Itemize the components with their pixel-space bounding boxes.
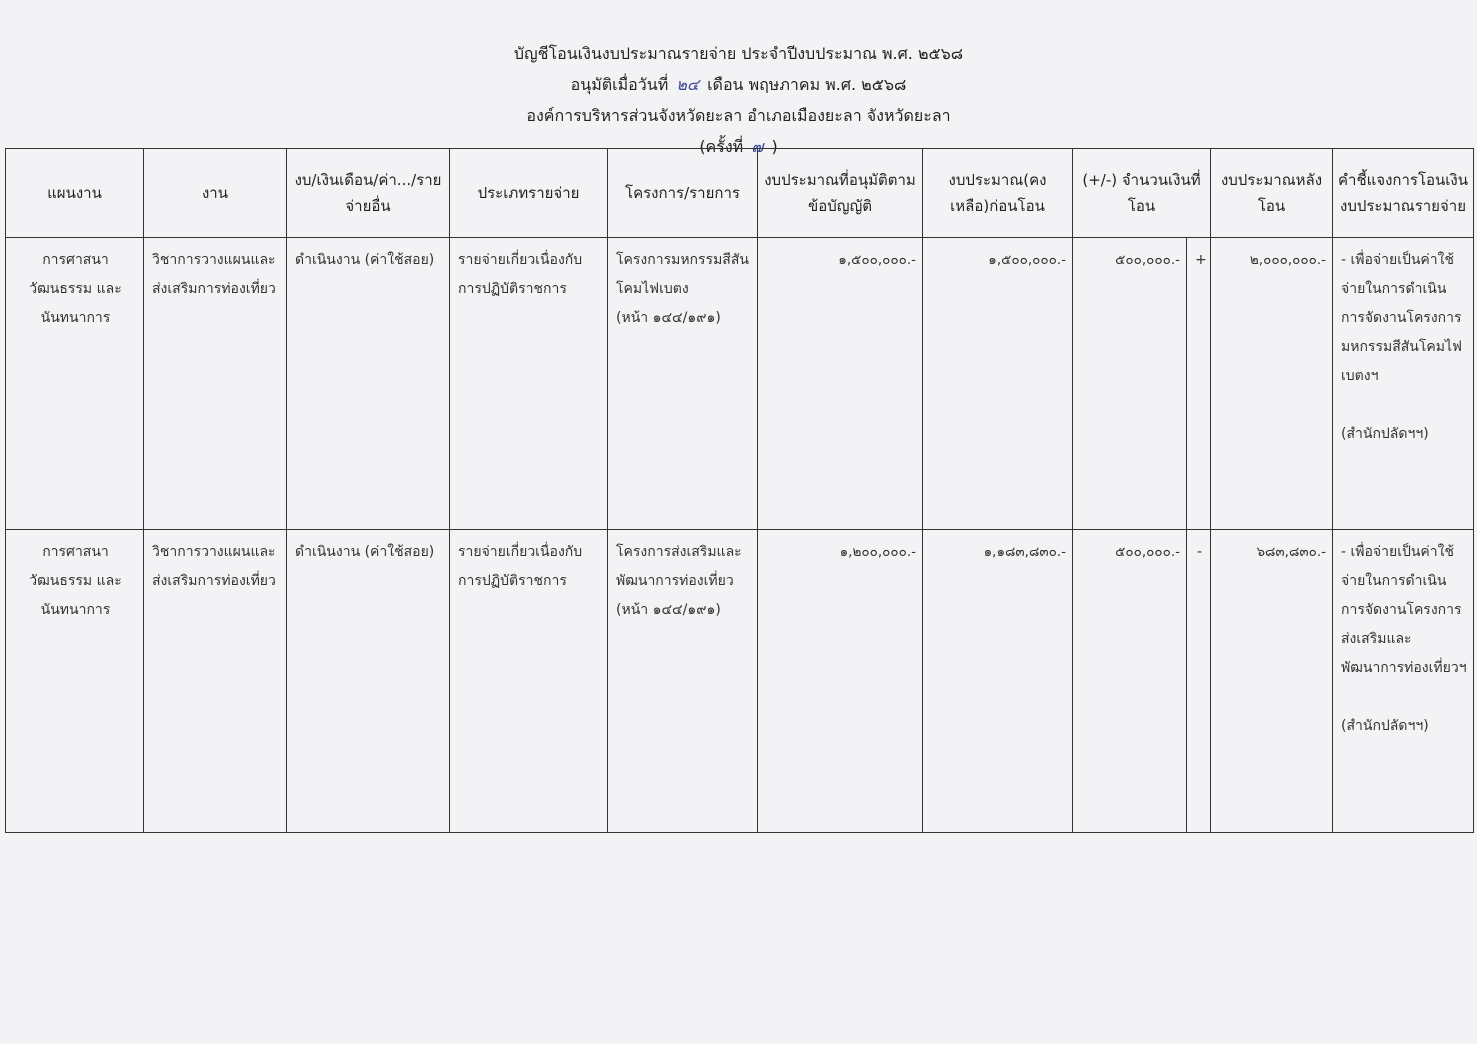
- col-transfer: (+/-) จำนวนเงินที่โอน: [1073, 149, 1211, 238]
- approval-date-prefix: อนุมัติเมื่อวันที่: [570, 75, 669, 94]
- cell-after: ๖๘๓,๘๓๐.-: [1211, 530, 1333, 833]
- cell-sign: +: [1187, 238, 1211, 530]
- handwritten-round-number: ๗: [751, 137, 764, 156]
- transfer-round-prefix: (ครั้งที่: [699, 137, 744, 156]
- cell-work: วิชาการวางแผนและส่งเสริมการท่องเที่ยว: [144, 530, 287, 833]
- document-header: [0, 38, 1477, 162]
- col-budget-type: งบ/เงินเดือน/ค่า.../รายจ่ายอื่น: [287, 149, 450, 238]
- approval-date-line: [0, 69, 1477, 100]
- cell-transfer: ๕๐๐,๐๐๐.-: [1073, 238, 1187, 530]
- cell-approved: ๑,๕๐๐,๐๐๐.-: [758, 238, 923, 530]
- explanation-text: - เพื่อจ่ายเป็นค่าใช้จ่ายในการดำเนินการจัดงานโครงการมหกรรมสีสันโคมไฟเบตงฯ: [1341, 252, 1462, 384]
- col-work: งาน: [144, 149, 287, 238]
- cell-expense-type: รายจ่ายเกี่ยวเนื่องกับการปฏิบัติราชการ: [450, 238, 608, 530]
- cell-remaining: ๑,๕๐๐,๐๐๐.-: [923, 238, 1073, 530]
- table-row: [6, 530, 1474, 833]
- cell-after: ๒,๐๐๐,๐๐๐.-: [1211, 238, 1333, 530]
- col-explanation: คำชี้แจงการโอนเงินงบประมาณรายจ่าย: [1333, 149, 1474, 238]
- project-page: (หน้า ๑๔๔/๑๙๑): [616, 310, 721, 326]
- organization-name: องค์การบริหารส่วนจังหวัดยะลา อำเภอเมืองยะลา จังหวัดยะลา: [526, 106, 951, 125]
- responsible-office: (สำนักปลัดฯฯ): [1341, 718, 1429, 734]
- project-name: โครงการมหกรรมสีสันโคมไฟเบตง: [616, 252, 749, 297]
- cell-remaining: ๑,๑๘๓,๘๓๐.-: [923, 530, 1073, 833]
- col-expense-type: ประเภทรายจ่าย: [450, 149, 608, 238]
- cell-project: [608, 530, 758, 833]
- project-name: โครงการส่งเสริมและพัฒนาการท่องเที่ยว: [616, 544, 742, 589]
- col-plan: แผนงาน: [6, 149, 144, 238]
- transfer-round-suffix: ): [771, 137, 778, 156]
- col-after: งบประมาณหลังโอน: [1211, 149, 1333, 238]
- budget-transfer-table: [5, 148, 1474, 833]
- col-project: โครงการ/รายการ: [608, 149, 758, 238]
- cell-expense-type: รายจ่ายเกี่ยวเนื่องกับการปฏิบัติราชการ: [450, 530, 608, 833]
- table-header-row: [6, 149, 1474, 238]
- cell-project: [608, 238, 758, 530]
- handwritten-day: ๒๔: [676, 75, 699, 94]
- explanation-text: - เพื่อจ่ายเป็นค่าใช้จ่ายในการดำเนินการจัดงานโครงการส่งเสริมและพัฒนาการท่องเที่ยวฯ: [1341, 544, 1467, 676]
- cell-sign: -: [1187, 530, 1211, 833]
- cell-explanation: [1333, 238, 1474, 530]
- project-page: (หน้า ๑๔๔/๑๙๑): [616, 602, 721, 618]
- cell-explanation: [1333, 530, 1474, 833]
- responsible-office: (สำนักปลัดฯฯ): [1341, 426, 1429, 442]
- document-title: บัญชีโอนเงินงบประมาณรายจ่าย ประจำปีงบประมาณ พ.ศ. ๒๕๖๘: [513, 44, 964, 63]
- col-remaining: งบประมาณ(คงเหลือ)ก่อนโอน: [923, 149, 1073, 238]
- cell-budget-type: ดำเนินงาน (ค่าใช้สอย): [287, 238, 450, 530]
- cell-budget-type: ดำเนินงาน (ค่าใช้สอย): [287, 530, 450, 833]
- col-approved: งบประมาณที่อนุมัติตามข้อบัญญัติ: [758, 149, 923, 238]
- cell-transfer: ๕๐๐,๐๐๐.-: [1073, 530, 1187, 833]
- approval-date-suffix: เดือน พฤษภาคม พ.ศ. ๒๕๖๘: [707, 75, 907, 94]
- cell-approved: ๑,๒๐๐,๐๐๐.-: [758, 530, 923, 833]
- cell-plan: การศาสนา วัฒนธรรม และนันทนาการ: [6, 530, 144, 833]
- table-row: [6, 238, 1474, 530]
- cell-work: วิชาการวางแผนและส่งเสริมการท่องเที่ยว: [144, 238, 287, 530]
- cell-plan: การศาสนา วัฒนธรรม และนันทนาการ: [6, 238, 144, 530]
